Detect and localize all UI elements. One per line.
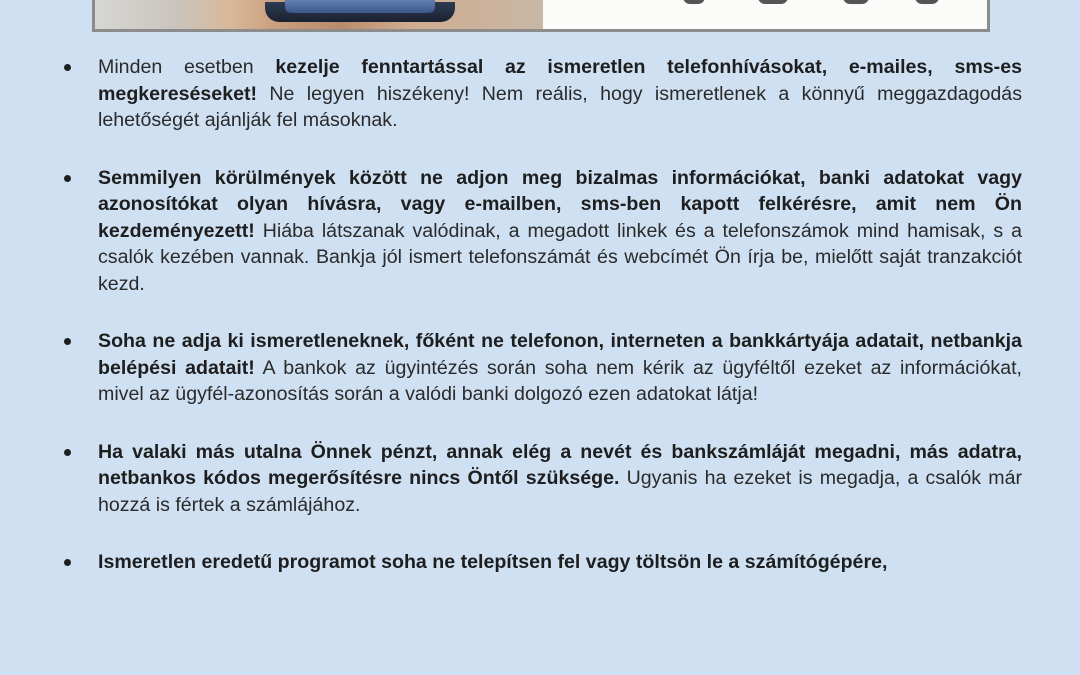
bullet-text: Ha valaki más utalna Önnek pénzt, annak elég a nevét és bankszámláját megadni, más adatra, netbankos kódos megerősítésre nincs Öntől szüksége. Ugyanis ha ezeket is megadja, a csalók már hozzá is fértek a számlájához. xyxy=(98,440,1022,516)
bullet-text: Soha ne adja ki ismeretleneknek, főként ne telefonon, interneten a bankkártyája adatait, netbankja belépési adatait! A bankok az ügyintézés során soha nem kérik az ügyféltől ezeket az információkat, mivel az ügyfél-azonosítás során a valódi banki dolgozó ezen adatokat látja! xyxy=(98,330,1022,405)
banner-glyph xyxy=(683,0,705,4)
safety-tips-list xyxy=(62,54,1022,607)
bullet-dot xyxy=(64,449,71,456)
smartphone-screen xyxy=(285,0,435,13)
banner-text-area xyxy=(543,0,987,29)
bullet-dot xyxy=(64,64,71,71)
bullet-dot xyxy=(64,559,71,566)
list-item xyxy=(62,328,1022,408)
bullet-dot xyxy=(64,338,71,345)
bullet-text: Minden esetben kezelje fenntartással az ismeretlen telefonhívásokat, e-mailes, sms-es megkereséseket! Ne legyen hiszékeny! Nem reális, hogy ismeretlenek a könnyű meggazdagodás lehetőségét ajánlják fel másoknak. xyxy=(98,56,1022,131)
bullet-text: Ismeretlen eredetű programot soha ne telepítsen fel vagy töltsön le a számítógépére, xyxy=(98,551,888,573)
banner-photo-hands-phone xyxy=(95,0,543,29)
list-item xyxy=(62,439,1022,519)
bullet-text: Semmilyen körülmények között ne adjon meg bizalmas információkat, banki adatokat vagy azonosítókat olyan hívásra, vagy e-mailben, sms-ben kapott felkérésre, amit nem Ön kezdeményezett! Hiába látszanak valódinak, a megadott linkek és a telefonszámok mind hamisak, s a csalók kezében vannak. Bankja jól ismert telefonszámát és webcímét Ön írja be, mielőtt saját tranzakciót kezd. xyxy=(98,166,1022,295)
header-banner xyxy=(92,0,990,32)
banner-glyph xyxy=(758,0,788,4)
list-item xyxy=(62,549,1022,576)
banner-glyph xyxy=(915,0,939,4)
list-item xyxy=(62,165,1022,298)
bullet-dot xyxy=(64,175,71,182)
list-item xyxy=(62,54,1022,134)
banner-glyph xyxy=(843,0,869,4)
